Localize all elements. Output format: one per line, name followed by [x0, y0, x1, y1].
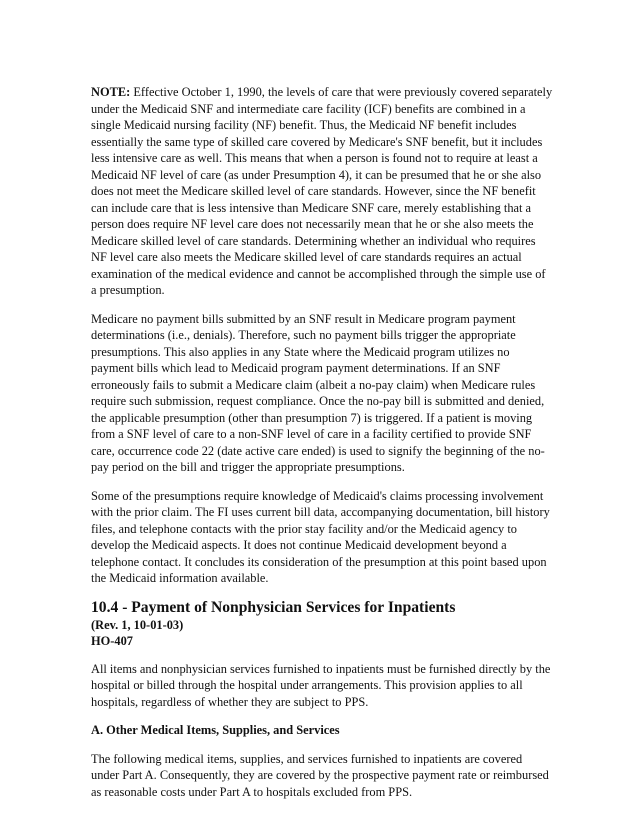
section-heading: 10.4 - Payment of Nonphysician Services for Inpatients: [91, 598, 456, 616]
revision-line: (Rev. 1, 10-01-03): [91, 617, 184, 632]
subsection-heading: A. Other Medical Items, Supplies, and Services: [91, 723, 340, 737]
section-intro-paragraph: All items and nonphysician services furnished to inpatients must be furnished directly by the hospital or billed through the hospital under arrangements. This provision applies to all hospitals, regardless of whether they are subject to PPS.: [91, 661, 551, 709]
note-label: NOTE:: [91, 85, 131, 99]
reference-line: HO-407: [91, 633, 133, 648]
note-paragraph: [91, 84, 553, 299]
document-page: [91, 84, 553, 812]
subsection-body-paragraph: The following medical items, supplies, and services furnished to inpatients are covered under Part A. Consequently, they are covered by the prospective payment rate or reimbursed as reasonable costs under Part A to hospitals excluded from PPS.: [91, 751, 549, 799]
note-text: Effective October 1, 1990, the levels of care that were previously covered separately under the Medicaid SNF and intermediate care facility (ICF) benefits are combined in a single Medicaid nursing facility (NF) benefit. Thus, the Medicaid NF benefit includes essentially the same type of skilled care covered by Medicare's SNF benefit, but it includes less intensive care as well. This means that when a person is found not to require at least a Medicaid NF level of care (as under Presumption 4), it can be presumed that he or she also does not meet the Medicare skilled level of care standards. However, since the NF benefit can include care that is less intensive than Medicare SNF care, merely establishing that a person does require NF level care does not necessarily mean that he or she also meets the Medicare skilled level of care standards. Determining whether an individual who requires NF level care also meets the Medicare skilled level of care standards requires an actual examination of the medical evidence and cannot be accomplished through the simple use of a presumption.: [91, 85, 553, 297]
no-payment-bills-paragraph: Medicare no payment bills submitted by an SNF result in Medicare program payment determinations (i.e., denials). Therefore, such no payment bills trigger the appropriate presumptions. This also applies in any State where the Medicaid program utilizes no payment bills which lead to Medicaid program payment determinations. If an SNF erroneously fails to submit a Medicare claim (albeit a no-pay claim) when Medicare rules require such submission, request compliance. Once the no-pay bill is submitted and denied, the applicable presumption (other than presumption 7) is triggered. If a patient is moving from a SNF level of care to a non-SNF level of care in a facility certified to provide SNF care, occurrence code 22 (date active care ended) is used to signify the beginning of the no-pay period on the bill and trigger the appropriate presumptions.: [91, 311, 545, 474]
presumptions-paragraph: Some of the presumptions require knowledge of Medicaid's claims processing involvement with the prior claim. The FI uses current bill data, accompanying documentation, bill history files, and telephone contacts with the prior stay facility and/or the Medicaid agency to develop the Medicaid aspects. It does not continue Medicaid development beyond a telephone contact. It concludes its consideration of the presumption at this point based upon the Medicaid information available.: [91, 488, 550, 585]
